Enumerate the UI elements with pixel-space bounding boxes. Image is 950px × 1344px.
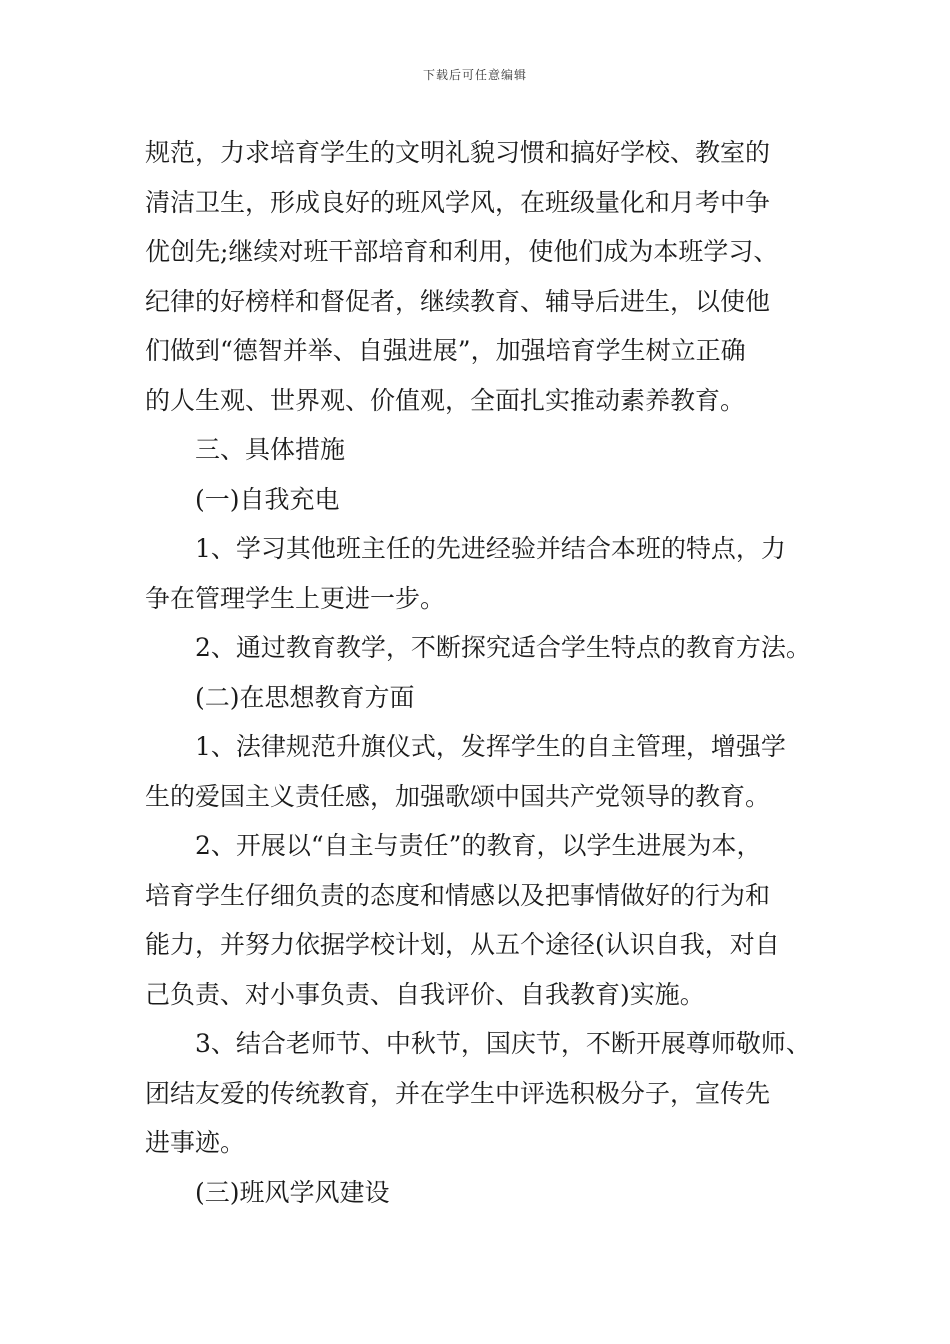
page-header-note: 下载后可任意编辑 <box>422 68 527 82</box>
text-line: 规范，力求培育学生的文明礼貌习惯和搞好学校、教室的 <box>145 138 771 167</box>
text-line: 生的爱国主义责任感，加强歌颂中国共产党领导的教育。 <box>145 781 771 811</box>
text-line: 2、通过教育教学，不断探究适合学生特点的教育方法。 <box>195 633 811 662</box>
document-body <box>145 128 810 1217</box>
text-line: 纪律的好榜样和督促者，继续教育、辅导后进生，以使他 <box>145 286 771 316</box>
text-line: 1、法律规范升旗仪式，发挥学生的自主管理，增强学 <box>195 732 786 761</box>
text-line: 3、结合老师节、中秋节，国庆节，不断开展尊师敬师、 <box>195 1029 811 1058</box>
text-line: 能力，并努力依据学校计划，从五个途径(认识自我，对自 <box>145 930 780 959</box>
subsection-heading: (二)在思想教育方面 <box>195 682 415 712</box>
text-line: 1、学习其他班主任的先进经验并结合本班的特点，力 <box>195 534 786 563</box>
text-line: 团结友爱的传统教育，并在学生中评选积极分子，宣传先 <box>145 1078 771 1108</box>
subsection-heading: (三)班风学风建设 <box>195 1177 390 1207</box>
text-line: 己负责、对小事负责、自我评价、自我教育)实施。 <box>145 979 705 1009</box>
text-line: 培育学生仔细负责的态度和情感以及把事情做好的行为和 <box>145 880 771 910</box>
text-line: 的人生观、世界观、价值观，全面扎实推动素养教育。 <box>145 385 746 415</box>
text-line: 2、开展以“自主与责任”的教育，以学生进展为本， <box>195 831 762 860</box>
text-line: 争在管理学生上更进一步。 <box>145 583 446 613</box>
text-line: 优创先;继续对班干部培育和利用，使他们成为本班学习、 <box>145 237 779 266</box>
text-line: 们做到“德智并举、自强进展”，加强培育学生树立正确 <box>145 336 746 365</box>
text-line: 清洁卫生，形成良好的班风学风，在班级量化和月考中争 <box>145 187 771 217</box>
text-line: 进事迹。 <box>145 1128 246 1157</box>
subsection-heading: (一)自我充电 <box>195 484 340 514</box>
section-heading: 三、具体措施 <box>195 435 346 464</box>
